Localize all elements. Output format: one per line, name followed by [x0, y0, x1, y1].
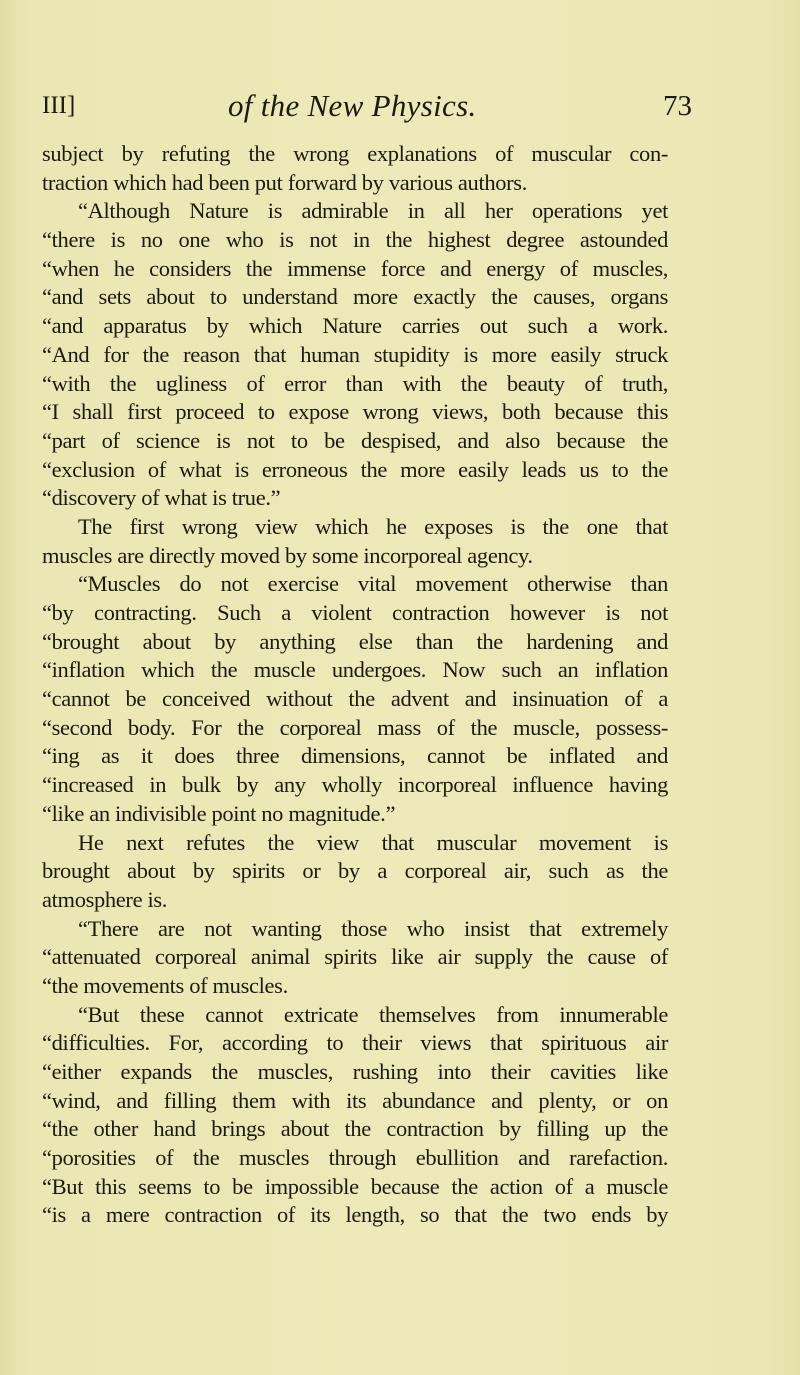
text-line: “discovery of what is true.”	[42, 485, 281, 511]
text-line: “Muscles do not exercise vital movement otherwise than	[78, 571, 668, 597]
text-line: “attenuated corporeal animal spirits like air supply the cause of	[42, 944, 668, 970]
text-line: “exclusion of what is erroneous the more easily leads us to the	[42, 456, 668, 482]
text-line: “And for the reason that human stupidity is more easily struck	[42, 341, 668, 367]
text-line: “increased in bulk by any wholly incorporeal influence having	[42, 772, 668, 798]
text-line: “part of science is not to be despised, and also because the	[42, 427, 668, 453]
text-line: “there is no one who is not in the highest degree astounded	[42, 227, 668, 253]
text-line: “either expands the muscles, rushing into their cavities like	[42, 1059, 668, 1084]
text-line: “inflation which the muscle undergoes. Now such an inflation	[42, 657, 668, 683]
body-text	[42, 140, 668, 1230]
text-line: “when he considers the immense force and energy of muscles,	[42, 255, 668, 281]
text-line: muscles are directly moved by some incorporeal agency.	[42, 542, 533, 568]
text-line: “Although Nature is admirable in all her operations yet	[78, 198, 668, 224]
text-line: The first wrong view which he exposes is the one that	[78, 513, 668, 539]
text-line: “like an indivisible point no magnitude.”	[42, 800, 396, 826]
text-line: “porosities of the muscles through ebullition and rarefaction.	[42, 1145, 668, 1171]
text-line: “and sets about to understand more exactly the causes, organs	[42, 284, 668, 310]
text-line: “the other hand brings about the contraction by filling up the	[42, 1116, 668, 1142]
text-line: “cannot be conceived without the advent and insinuation of a	[42, 686, 668, 712]
text-line: traction which had been put forward by various authors.	[42, 169, 527, 195]
text-line: “But these cannot extricate themselves from innumerable	[78, 1001, 668, 1027]
text-line: “But this seems to be impossible because the action of a muscle	[42, 1173, 668, 1199]
text-line: brought about by spirits or by a corporeal air, such as the	[42, 858, 668, 884]
text-line: “wind, and filling them with its abundance and plenty, or on	[42, 1087, 668, 1113]
running-title: of the New Physics.	[228, 88, 477, 123]
text-line: “difficulties. For, according to their views that spirituous air	[42, 1030, 668, 1056]
text-line: “ing as it does three dimensions, cannot be inflated and	[42, 743, 668, 769]
text-line: “and apparatus by which Nature carries out such a work.	[42, 313, 668, 339]
chapter-number: III]	[42, 92, 76, 119]
text-line: “with the ugliness of error than with the beauty of truth,	[42, 370, 668, 396]
text-line: “brought about by anything else than the hardening and	[42, 628, 668, 654]
running-head	[42, 88, 692, 128]
page-number: 73	[663, 90, 692, 122]
text-line: “by contracting. Such a violent contraction however is not	[42, 600, 668, 625]
text-line: “second body. For the corporeal mass of the muscle, possess-	[42, 714, 668, 740]
text-line: “the movements of muscles.	[42, 972, 288, 998]
text-line: atmosphere is.	[42, 886, 168, 912]
text-line: “is a mere contraction of its length, so that the two ends by	[42, 1202, 668, 1228]
text-line: “There are not wanting those who insist that extremely	[78, 915, 668, 941]
text-line: subject by refuting the wrong explanations of muscular con-	[42, 141, 668, 166]
text-line: He next refutes the view that muscular movement is	[78, 829, 668, 855]
text-line: “I shall first proceed to expose wrong views, both because this	[42, 399, 668, 425]
